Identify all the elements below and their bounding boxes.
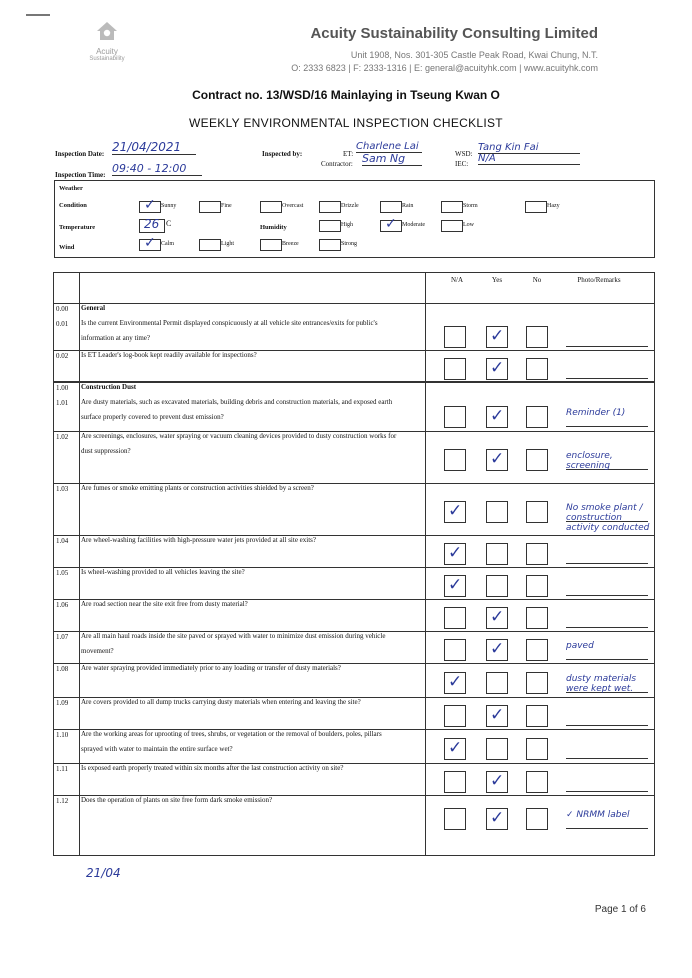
answer-checkbox-yes[interactable] bbox=[486, 639, 508, 661]
checklist-row bbox=[54, 697, 654, 729]
answer-checkbox-no[interactable] bbox=[526, 358, 548, 380]
temperature-field[interactable] bbox=[139, 219, 165, 233]
checklist-row bbox=[54, 483, 654, 535]
scan-mark bbox=[26, 14, 50, 16]
answer-checkbox-na[interactable] bbox=[444, 771, 466, 793]
check-mark-icon: ✓ bbox=[448, 738, 463, 758]
answer-checkbox-na[interactable] bbox=[444, 607, 466, 629]
item-number: 1.04 bbox=[56, 537, 69, 545]
checklist-table bbox=[53, 272, 655, 856]
condition-checkbox-sunny[interactable] bbox=[139, 197, 161, 213]
weather-label: Weather bbox=[59, 185, 83, 192]
contract-title: Contract no. 13/WSD/16 Mainlaying in Tseung Kwan O bbox=[192, 88, 500, 102]
check-mark-icon: ✓ bbox=[490, 705, 505, 725]
check-mark-icon: ✓ bbox=[448, 543, 463, 563]
et-value[interactable]: Charlene Lai bbox=[356, 141, 422, 153]
item-question: Is exposed earth properly treated within six months after the last construction activity on site? bbox=[81, 764, 344, 772]
wind-option-label: Breeze bbox=[282, 241, 299, 247]
wind-checkbox-light[interactable] bbox=[199, 239, 221, 251]
answer-checkbox-yes[interactable] bbox=[486, 808, 508, 830]
logo-text-2: Sustainability bbox=[89, 56, 125, 62]
checklist-row bbox=[54, 535, 654, 567]
condition-checkbox-drizzle[interactable] bbox=[319, 201, 341, 213]
remark-text: dusty materials were kept wet. bbox=[566, 674, 637, 694]
inspection-date-value[interactable]: 21/04/2021 bbox=[112, 140, 196, 155]
condition-option-label: Hazy bbox=[547, 203, 560, 209]
humidity-option-label: Low bbox=[463, 222, 474, 228]
answer-checkbox-no[interactable] bbox=[526, 672, 548, 694]
remark-text: paved bbox=[566, 641, 594, 651]
remarks-field[interactable] bbox=[566, 346, 648, 347]
item-question: Are the working areas for uprooting of trees, shrubs, or vegetation or the removal of boulders, poles, pillars sprayed with water to maintain the entire surface wet? bbox=[81, 730, 382, 753]
checklist-row bbox=[54, 729, 654, 763]
check-mark-icon: ✓ bbox=[490, 639, 505, 659]
answer-checkbox-yes[interactable] bbox=[486, 705, 508, 727]
weather-section bbox=[54, 180, 655, 258]
item-question: Is the current Environmental Permit displayed conspicuously at all vehicle site entrances/exits for public's information at any time? bbox=[81, 319, 378, 342]
condition-option-label: Rain bbox=[402, 203, 414, 209]
answer-checkbox-na[interactable] bbox=[444, 808, 466, 830]
col-header-na: N/A bbox=[450, 276, 464, 284]
humidity-checkbox-high[interactable] bbox=[319, 220, 341, 232]
remarks-field[interactable] bbox=[566, 659, 648, 660]
iec-value[interactable]: N/A bbox=[478, 153, 580, 165]
condition-checkbox-hazy[interactable] bbox=[525, 201, 547, 213]
et-label: ET: bbox=[343, 150, 354, 158]
answer-checkbox-yes[interactable] bbox=[486, 738, 508, 760]
wind-label: Wind bbox=[59, 244, 75, 251]
check-mark-icon: ✓ bbox=[490, 808, 505, 828]
answer-checkbox-no[interactable] bbox=[526, 607, 548, 629]
company-address-block bbox=[291, 49, 598, 75]
house-logo-icon bbox=[94, 20, 120, 42]
inspection-time-value[interactable]: 09:40 - 12:00 bbox=[112, 162, 202, 176]
answer-checkbox-na[interactable] bbox=[444, 705, 466, 727]
condition-checkbox-overcast[interactable] bbox=[260, 201, 282, 213]
handwritten-date: 21/04 bbox=[86, 866, 121, 880]
humidity-checkbox-low[interactable] bbox=[441, 220, 463, 232]
item-number: 1.09 bbox=[56, 699, 69, 707]
remarks-field[interactable] bbox=[566, 426, 648, 427]
condition-option-label: Sunny bbox=[161, 203, 177, 209]
item-number: 1.03 bbox=[56, 485, 69, 493]
remarks-field[interactable] bbox=[566, 828, 648, 829]
item-number: 1.01 bbox=[56, 399, 69, 407]
inspection-date-label: Inspection Date: bbox=[55, 150, 105, 158]
remark-text: Reminder (1) bbox=[566, 408, 626, 418]
answer-checkbox-yes[interactable] bbox=[486, 575, 508, 597]
inspection-time-label: Inspection Time: bbox=[55, 171, 106, 179]
contractor-label: Contractor: bbox=[321, 160, 353, 168]
item-number: 1.08 bbox=[56, 665, 69, 673]
inspected-by-label: Inspected by: bbox=[262, 150, 303, 158]
item-question: Is wheel-washing provided to all vehicles leaving the site? bbox=[81, 568, 245, 576]
logo-text-1: Acuity bbox=[96, 47, 118, 56]
condition-checkbox-rain[interactable] bbox=[380, 201, 402, 213]
remark-text: No smoke plant / construction activity conducted bbox=[566, 503, 650, 533]
answer-checkbox-yes[interactable] bbox=[486, 607, 508, 629]
wind-option-label: Strong bbox=[341, 241, 358, 247]
answer-checkbox-yes[interactable] bbox=[486, 449, 508, 471]
wind-checkbox-calm[interactable] bbox=[139, 235, 161, 251]
wind-option-label: Light bbox=[221, 241, 234, 247]
answer-checkbox-no[interactable] bbox=[526, 543, 548, 565]
answer-checkbox-yes[interactable] bbox=[486, 501, 508, 523]
answer-checkbox-na[interactable] bbox=[444, 575, 466, 597]
wsd-value[interactable]: Tang Kin Fai bbox=[478, 142, 580, 154]
wind-checkbox-strong[interactable] bbox=[319, 239, 341, 251]
item-number: 1.00 bbox=[56, 384, 69, 392]
company-contact: O: 2333 6823 | F: 2333-1316 | E: general@acuityhk.com | www.acuityhk.com bbox=[291, 63, 598, 73]
condition-option-label: Fine bbox=[221, 203, 232, 209]
humidity-option-label: Moderate bbox=[402, 222, 425, 228]
remarks-field[interactable] bbox=[566, 627, 648, 628]
answer-checkbox-yes[interactable] bbox=[486, 543, 508, 565]
item-number: 0.01 bbox=[56, 320, 69, 328]
item-question: Is ET Leader's log-book kept readily available for inspections? bbox=[81, 351, 257, 359]
checklist-row bbox=[54, 350, 654, 382]
remarks-field[interactable] bbox=[566, 563, 648, 564]
item-number: 0.02 bbox=[56, 352, 69, 360]
item-number: 1.05 bbox=[56, 569, 69, 577]
remarks-field[interactable] bbox=[566, 725, 648, 726]
answer-checkbox-na[interactable] bbox=[444, 326, 466, 348]
answer-checkbox-na[interactable] bbox=[444, 672, 466, 694]
check-mark-icon: ✓ bbox=[490, 771, 505, 791]
col-header-no: No bbox=[532, 276, 542, 284]
humidity-label: Humidity bbox=[260, 224, 287, 231]
answer-checkbox-na[interactable] bbox=[444, 738, 466, 760]
humidity-checkbox-moderate[interactable] bbox=[380, 216, 402, 232]
answer-checkbox-no[interactable] bbox=[526, 501, 548, 523]
item-question: Are dusty materials, such as excavated materials, building debris and construction materials, and exposed earth surface properly covered to prevent dust emission? bbox=[81, 398, 393, 421]
answer-checkbox-yes[interactable] bbox=[486, 358, 508, 380]
check-mark-icon: ✓ bbox=[490, 607, 505, 627]
section-heading: Construction Dust bbox=[81, 383, 137, 391]
item-number: 1.11 bbox=[56, 765, 68, 773]
remarks-field[interactable] bbox=[566, 758, 648, 759]
company-logo bbox=[78, 20, 136, 76]
wsd-label: WSD: bbox=[455, 150, 473, 158]
answer-checkbox-no[interactable] bbox=[526, 639, 548, 661]
answer-checkbox-no[interactable] bbox=[526, 771, 548, 793]
company-address: Unit 1908, Nos. 301-305 Castle Peak Road, Kwai Chung, N.T. bbox=[350, 50, 598, 60]
wind-option-label: Calm bbox=[161, 241, 174, 247]
answer-checkbox-no[interactable] bbox=[526, 808, 548, 830]
answer-checkbox-na[interactable] bbox=[444, 639, 466, 661]
remark-text: enclosure, screening bbox=[566, 451, 613, 471]
answer-checkbox-yes[interactable] bbox=[486, 771, 508, 793]
check-mark-icon: ✓ bbox=[144, 197, 156, 213]
col-header-remarks: Photo/Remarks bbox=[577, 276, 621, 284]
item-question: Are wheel-washing facilities with high-pressure water jets provided at all site exits? bbox=[81, 536, 317, 544]
answer-checkbox-na[interactable] bbox=[444, 406, 466, 428]
condition-option-label: Storm bbox=[463, 203, 478, 209]
item-question: Are screenings, enclosures, water spraying or vacuum cleaning devices provided to dusty construction works for dust suppression? bbox=[81, 432, 397, 455]
answer-checkbox-no[interactable] bbox=[526, 449, 548, 471]
answer-checkbox-no[interactable] bbox=[526, 326, 548, 348]
item-question: Does the operation of plants on site free form dark smoke emission? bbox=[81, 796, 273, 804]
checklist-row bbox=[54, 397, 654, 431]
checklist-row bbox=[54, 567, 654, 599]
answer-checkbox-no[interactable] bbox=[526, 738, 548, 760]
page-number: Page 1 of 6 bbox=[594, 904, 646, 915]
answer-checkbox-na[interactable] bbox=[444, 501, 466, 523]
checklist-row bbox=[54, 763, 654, 795]
item-question: Are water spraying provided immediately prior to any loading or transfer of dusty materials? bbox=[81, 664, 341, 672]
answer-checkbox-yes[interactable] bbox=[486, 406, 508, 428]
answer-checkbox-no[interactable] bbox=[526, 406, 548, 428]
checklist-row bbox=[54, 318, 654, 350]
remarks-field[interactable] bbox=[566, 595, 648, 596]
humidity-option-label: High bbox=[341, 222, 353, 228]
answer-checkbox-na[interactable] bbox=[444, 358, 466, 380]
temperature-label: Temperature bbox=[59, 224, 96, 231]
contractor-value[interactable]: Sam Ng bbox=[362, 152, 422, 166]
remarks-field[interactable] bbox=[566, 378, 648, 379]
answer-checkbox-na[interactable] bbox=[444, 449, 466, 471]
checklist-row bbox=[54, 663, 654, 697]
section-heading: General bbox=[81, 304, 106, 312]
item-number: 1.12 bbox=[56, 797, 69, 805]
checklist-row bbox=[54, 795, 654, 837]
checklist-row bbox=[54, 631, 654, 663]
temperature-value: 26 bbox=[144, 217, 160, 231]
condition-checkbox-fine[interactable] bbox=[199, 201, 221, 213]
checklist-row bbox=[54, 599, 654, 631]
check-mark-icon: ✓ bbox=[490, 358, 505, 378]
answer-checkbox-yes[interactable] bbox=[486, 326, 508, 348]
item-number: 1.07 bbox=[56, 633, 69, 641]
remarks-field[interactable] bbox=[566, 791, 648, 792]
item-question: Are covers provided to all dump trucks carrying dusty materials when entering and leaving the site? bbox=[81, 698, 361, 706]
answer-checkbox-no[interactable] bbox=[526, 705, 548, 727]
item-number: 0.00 bbox=[56, 305, 69, 313]
condition-option-label: Drizzle bbox=[341, 203, 359, 209]
iec-label: IEC: bbox=[455, 160, 469, 168]
check-mark-icon: ✓ bbox=[448, 575, 463, 595]
answer-checkbox-na[interactable] bbox=[444, 543, 466, 565]
answer-checkbox-no[interactable] bbox=[526, 575, 548, 597]
remark-text: ✓ NRMM label bbox=[566, 810, 630, 820]
check-mark-icon: ✓ bbox=[448, 672, 463, 692]
item-number: 1.06 bbox=[56, 601, 69, 609]
check-mark-icon: ✓ bbox=[385, 216, 397, 232]
item-question: Are road section near the site exit free from dusty material? bbox=[81, 600, 248, 608]
checklist-row bbox=[54, 431, 654, 483]
condition-option-label: Overcast bbox=[282, 203, 304, 209]
item-number: 1.10 bbox=[56, 731, 69, 739]
check-mark-icon: ✓ bbox=[144, 235, 156, 251]
company-name: Acuity Sustainability Consulting Limited bbox=[310, 25, 598, 42]
condition-checkbox-storm[interactable] bbox=[441, 201, 463, 213]
check-mark-icon: ✓ bbox=[490, 449, 505, 469]
checklist-title: WEEKLY ENVIRONMENTAL INSPECTION CHECKLIST bbox=[189, 116, 503, 130]
check-mark-icon: ✓ bbox=[490, 406, 505, 426]
wind-checkbox-breeze[interactable] bbox=[260, 239, 282, 251]
check-mark-icon: ✓ bbox=[490, 326, 505, 346]
col-header-yes: Yes bbox=[491, 276, 503, 284]
item-number: 1.02 bbox=[56, 433, 69, 441]
temperature-unit: C bbox=[166, 219, 172, 228]
item-question: Are all main haul roads inside the site paved or sprayed with water to minimize dust emission during vehicle movement? bbox=[81, 632, 386, 655]
item-question: Are fumes or smoke emitting plants or construction activities shielded by a screen? bbox=[81, 484, 314, 492]
check-mark-icon: ✓ bbox=[448, 501, 463, 521]
answer-checkbox-yes[interactable] bbox=[486, 672, 508, 694]
condition-label: Condition bbox=[59, 202, 87, 209]
